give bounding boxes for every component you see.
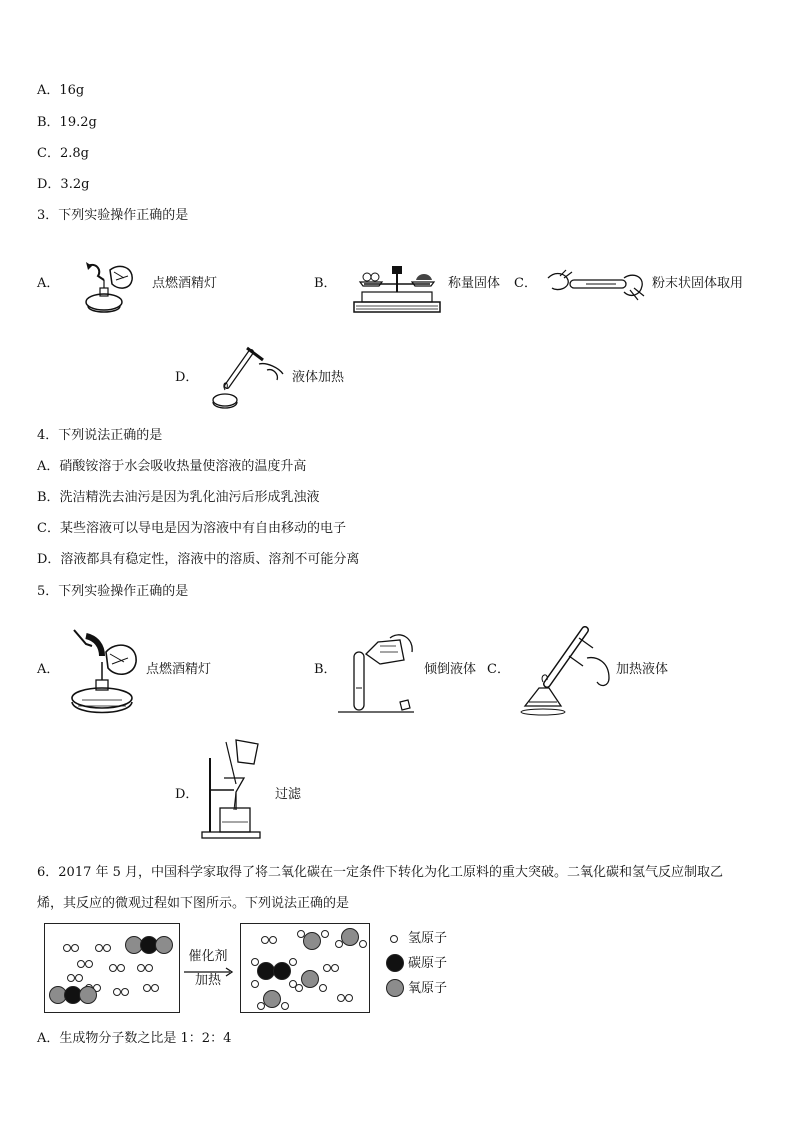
carbon-legend-icon <box>386 954 404 972</box>
q4-option-d: D．溶液都具有稳定性，溶液中的溶质、溶剂不可能分离 <box>37 552 360 567</box>
legend-carbon: 碳原子 <box>408 956 448 971</box>
q3-stem: 3．下列实验操作正确的是 <box>37 208 189 223</box>
q3-d-letter: D． <box>175 370 199 385</box>
q5-stem: 5．下列实验操作正确的是 <box>37 584 189 599</box>
q6-stem-line1: 6．2017 年 5 月，中国科学家取得了将二氧化碳在一定条件下转化为化工原料的重大突破。二氧化碳和氢气反应制取乙 <box>37 865 724 880</box>
q2-option-a: A．16g <box>37 83 85 98</box>
q2-option-d: D．3.2g <box>37 177 90 192</box>
q2-option-c: C．2.8g <box>37 146 89 161</box>
heating-liquid-icon <box>517 622 613 716</box>
filtration-icon <box>196 738 266 840</box>
test-tube-powder-icon <box>546 266 646 306</box>
lamp-lighting-icon <box>74 258 140 318</box>
heating-tube-icon <box>207 346 287 412</box>
q3-d-label: 液体加热 <box>292 370 345 385</box>
q3-b-letter: B． <box>314 276 337 291</box>
q6-option-a: A．生成物分子数之比是 1：2：4 <box>37 1031 232 1046</box>
q4-stem: 4．下列说法正确的是 <box>37 428 163 443</box>
legend-oxygen: 氧原子 <box>408 981 448 996</box>
q5-c-letter: C． <box>487 662 510 677</box>
q4-option-a: A．硝酸铵溶于水会吸收热量使溶液的温度升高 <box>37 459 307 474</box>
q5-c-label: 加热液体 <box>616 662 669 677</box>
q4-option-b: B．洗洁精洗去油污是因为乳化油污后形成乳浊液 <box>37 490 320 505</box>
lamp-lighting-icon <box>62 626 142 720</box>
q3-c-letter: C． <box>514 276 537 291</box>
q3-a-letter: A． <box>37 276 60 291</box>
q3-a-label: 点燃酒精灯 <box>152 276 218 291</box>
q5-a-label: 点燃酒精灯 <box>146 662 212 677</box>
hydrogen-legend-icon <box>390 935 398 943</box>
condition-catalyst: 催化剂 <box>188 949 228 964</box>
q6-stem-line2: 烯，其反应的微观过程如下图所示。下列说法正确的是 <box>37 896 350 911</box>
q3-b-label: 称量固体 <box>448 276 501 291</box>
legend-hydrogen: 氢原子 <box>408 931 448 946</box>
balance-icon <box>352 262 442 316</box>
q5-b-letter: B． <box>314 662 337 677</box>
oxygen-legend-icon <box>386 979 404 997</box>
q2-option-b: B．19.2g <box>37 115 97 130</box>
q5-b-label: 倾倒液体 <box>424 662 477 677</box>
pouring-liquid-icon <box>334 630 418 716</box>
condition-heating: 加热 <box>194 973 221 988</box>
products-box <box>240 923 370 1013</box>
q5-d-letter: D． <box>175 787 199 802</box>
q5-a-letter: A． <box>37 662 60 677</box>
q5-d-label: 过滤 <box>275 787 302 802</box>
q3-c-label: 粉末状固体取用 <box>652 276 744 291</box>
reactants-box <box>44 923 180 1013</box>
q4-option-c: C．某些溶液可以导电是因为溶液中有自由移动的电子 <box>37 521 346 536</box>
